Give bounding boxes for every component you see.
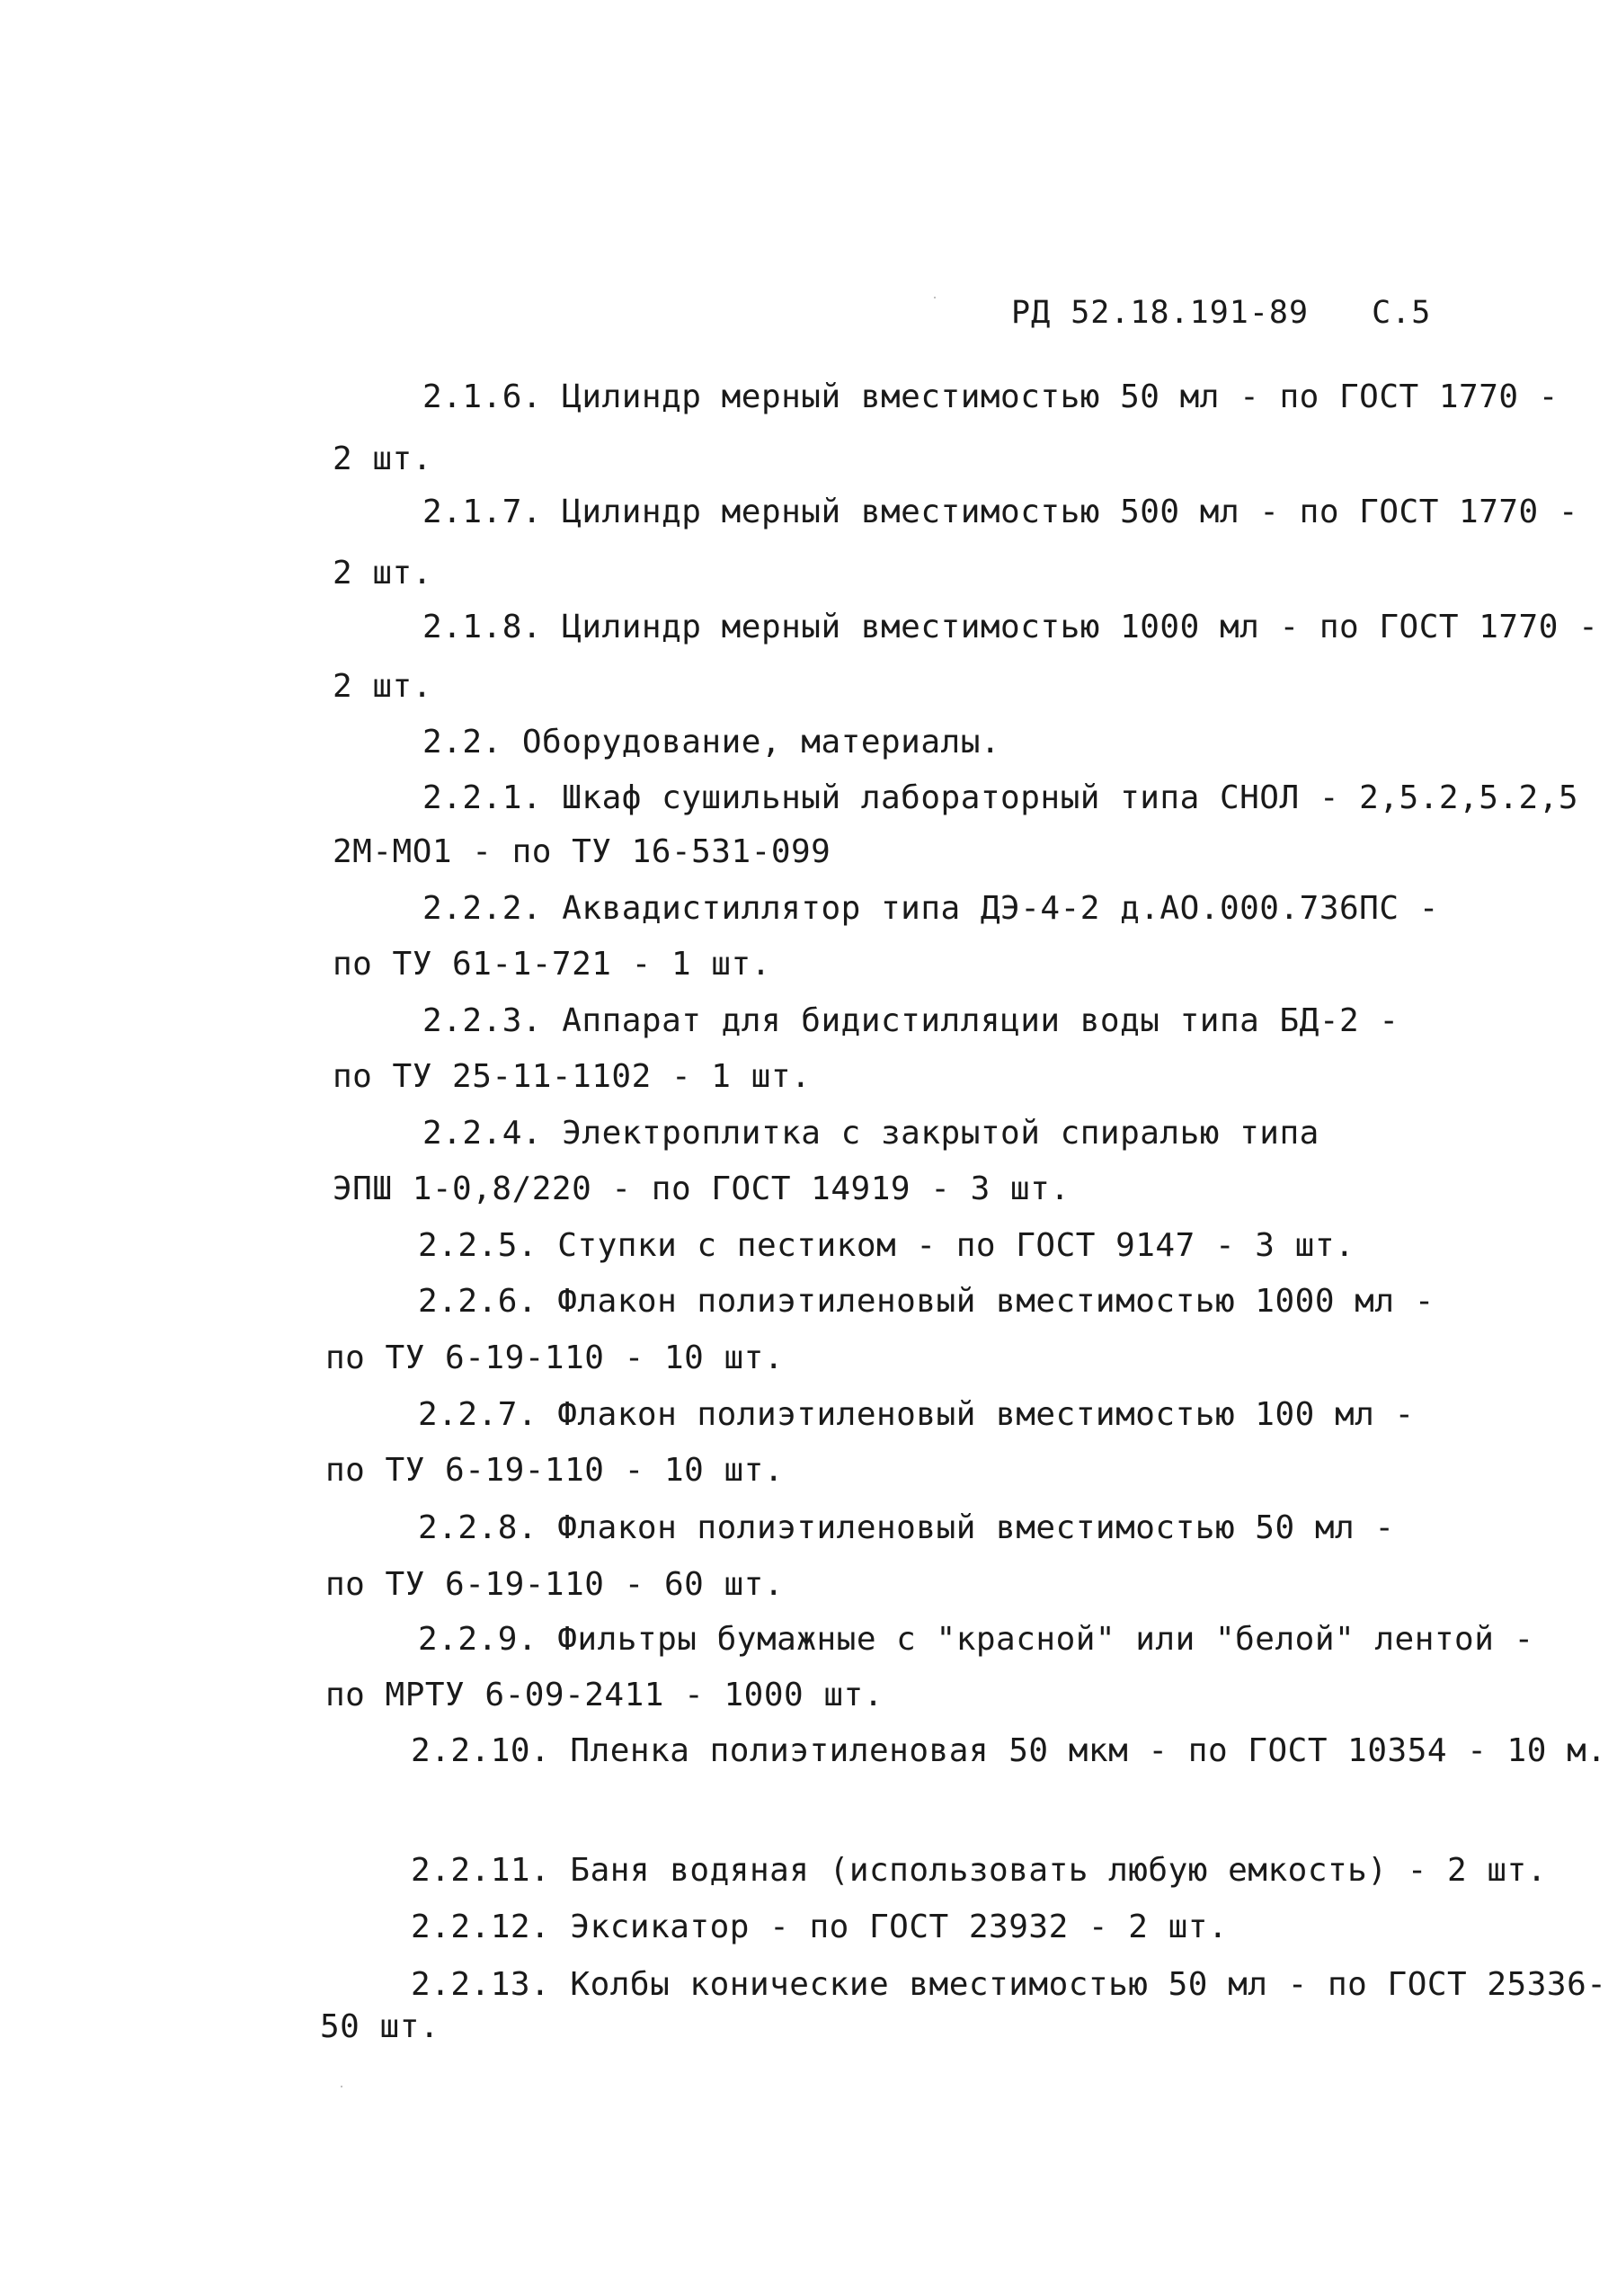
item-2-2-1-line: 2.2.1. Шкаф сушильный лабораторный типа СНОЛ - 2,5.2,5.2,5 xyxy=(422,779,1579,816)
item-2-2-3-continuation: по ТУ 25-11-1102 - 1 шт. xyxy=(333,1058,812,1095)
item-2-1-7-line: 2.1.7. Цилиндр мерный вместимостью 500 мл - по ГОСТ 1770 - xyxy=(422,494,1579,530)
page-header xyxy=(1011,295,1431,331)
item-2-2-8-continuation: по ТУ 6-19-110 - 60 шт. xyxy=(325,1566,784,1603)
item-2-1-8-continuation: 2 шт. xyxy=(333,668,432,705)
item-2-2-13-continuation: 50 шт. xyxy=(320,2008,440,2045)
item-2-2-5-line: 2.2.5. Ступки с пестиком - по ГОСТ 9147 - 3 шт. xyxy=(418,1227,1355,1264)
item-2-2-6-continuation: по ТУ 6-19-110 - 10 шт. xyxy=(325,1339,784,1376)
item-2-1-8-line: 2.1.8. Цилиндр мерный вместимостью 1000 мл - по ГОСТ 1770 - xyxy=(422,609,1599,645)
item-2-2-4-line: 2.2.4. Электроплитка с закрытой спиралью типа xyxy=(422,1115,1319,1152)
scan-speck xyxy=(341,2086,342,2087)
item-2-2-11-line: 2.2.11. Баня водяная (использовать любую емкость) - 2 шт. xyxy=(411,1852,1547,1889)
item-2-2-7-line: 2.2.7. Флакон полиэтиленовый вместимостью 100 мл - xyxy=(418,1396,1415,1433)
item-2-1-6-continuation: 2 шт. xyxy=(333,441,432,477)
item-2-2-6-line: 2.2.6. Флакон полиэтиленовый вместимостью 1000 мл - xyxy=(418,1283,1435,1320)
document-code: РД 52.18.191-89 xyxy=(1011,295,1310,331)
item-2-1-6-line: 2.1.6. Цилиндр мерный вместимостью 50 мл - по ГОСТ 1770 - xyxy=(422,378,1559,415)
item-2-2-4-continuation: ЭПШ 1-0,8/220 - по ГОСТ 14919 - 3 шт. xyxy=(333,1170,1071,1207)
item-2-2-12-line: 2.2.12. Эксикатор - по ГОСТ 23932 - 2 шт. xyxy=(411,1909,1229,1945)
item-2-2-7-continuation: по ТУ 6-19-110 - 10 шт. xyxy=(325,1452,784,1489)
item-2-2-10-line: 2.2.10. Пленка полиэтиленовая 50 мкм - по ГОСТ 10354 - 10 м. xyxy=(411,1732,1607,1769)
item-2-2-1-continuation: 2М-МО1 - по ТУ 16-531-099 xyxy=(333,833,831,870)
item-2-2-8-line: 2.2.8. Флакон полиэтиленовый вместимостью 50 мл - xyxy=(418,1509,1395,1546)
item-2-2-2-line: 2.2.2. Аквадистиллятор типа ДЭ-4-2 д.АО.000.736ПС - xyxy=(422,890,1439,927)
item-2-2-3-line: 2.2.3. Аппарат для бидистилляции воды типа БД-2 - xyxy=(422,1002,1399,1039)
item-2-2-9-continuation: по МРТУ 6-09-2411 - 1000 шт. xyxy=(325,1677,884,1713)
item-2-1-7-continuation: 2 шт. xyxy=(333,555,432,592)
item-2-2-9-line: 2.2.9. Фильтры бумажные с "красной" или "белой" лентой - xyxy=(418,1621,1534,1658)
item-2-2-13-line: 2.2.13. Колбы конические вместимостью 50 мл - по ГОСТ 25336- xyxy=(411,1966,1607,2003)
page-number: С.5 xyxy=(1372,295,1432,331)
item-2-2-2-continuation: по ТУ 61-1-721 - 1 шт. xyxy=(333,946,771,983)
scan-speck xyxy=(934,297,936,298)
section-2-2-heading: 2.2. Оборудование, материалы. xyxy=(422,724,1001,761)
